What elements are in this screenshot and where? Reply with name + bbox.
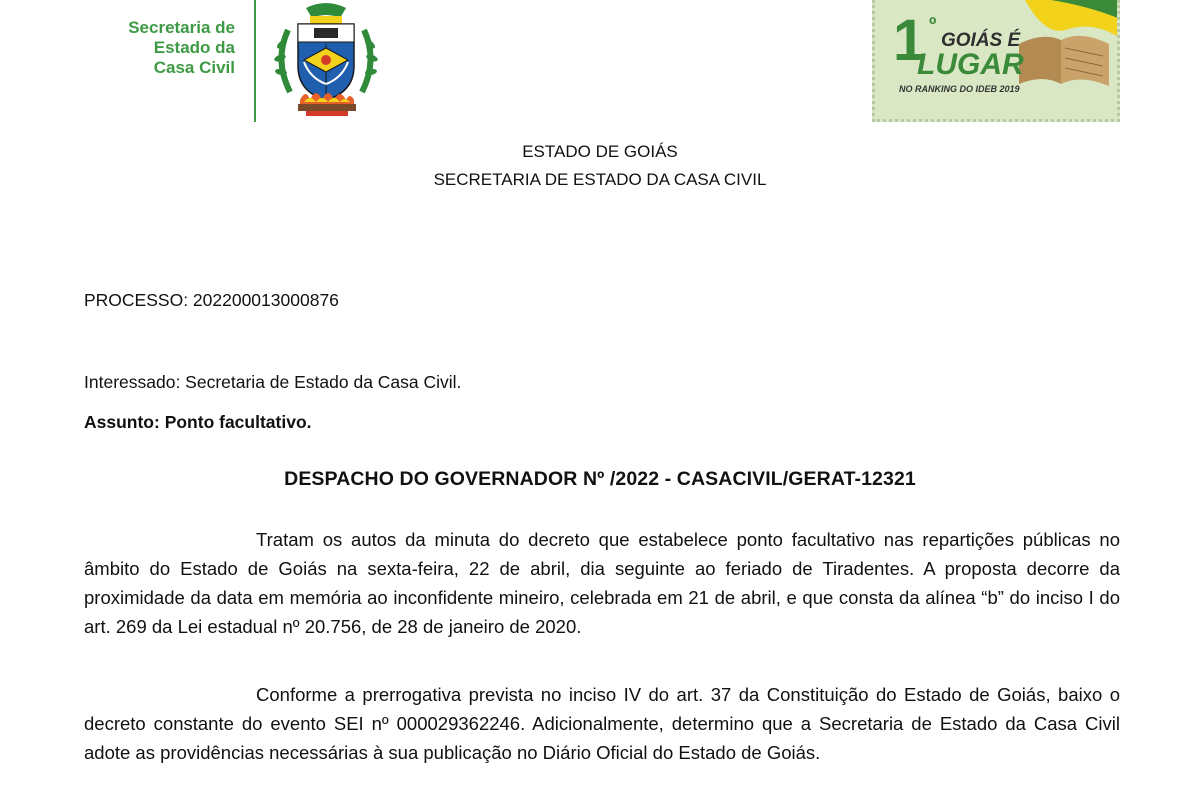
interessado-line: Interessado: Secretaria de Estado da Casa Civil. [84,372,462,392]
despacho-title: DESPACHO DO GOVERNADOR Nº /2022 - CASACIVIL/GERAT-12321 [284,468,916,490]
secretaria-line-2: Estado da [153,38,235,57]
coat-of-arms-icon [270,0,382,118]
stamp-ranking-text: NO RANKING DO IDEB 2019 [899,84,1020,94]
ideb-ranking-stamp [872,0,1120,122]
stamp-rank-ordinal: º [929,14,937,36]
paragraph-1: Tratam os autos da minuta do decreto que estabelece ponto facultativo nas repartições públicas no âmbito do Estado de Goiás na sexta-feira, 22 de abril, dia seguinte ao feriado de Tiradentes. A proposta decorre da proximidade da data em memória ao inconfidente mineiro, celebrada em 21 de abril, e que consta da alínea “b” do inciso I do art. 269 da Lei estadual nº 20.756, de 28 de janeiro de 2020. [84,529,1120,637]
state-heading: ESTADO DE GOIÁS [522,142,678,161]
stamp-rank-number: 1 [893,8,926,73]
secretaria-line-3: Casa Civil [153,58,235,77]
secretaria-logo-text [100,18,235,78]
secretaria-line-1: Secretaria de [128,18,235,37]
stamp-lugar: LUGAR [917,48,1024,81]
header-divider [254,0,256,122]
stamp-title: GOIÁS É [941,30,1021,51]
department-heading: SECRETARIA DE ESTADO DA CASA CIVIL [433,170,767,189]
paragraph-2: Conforme a prerrogativa prevista no inciso IV do art. 37 da Constituição do Estado de Goiás, baixo o decreto constante do evento SEI nº 000029362246. Adicionalmente, determino que a Secretaria de Estado da Casa Civil adote as providências necessárias à sua publicação no Diário Oficial do Estado de Goiás. [84,684,1120,763]
processo-number: PROCESSO: 202200013000876 [84,290,339,310]
assunto-line: Assunto: Ponto facultativo. [84,412,312,432]
